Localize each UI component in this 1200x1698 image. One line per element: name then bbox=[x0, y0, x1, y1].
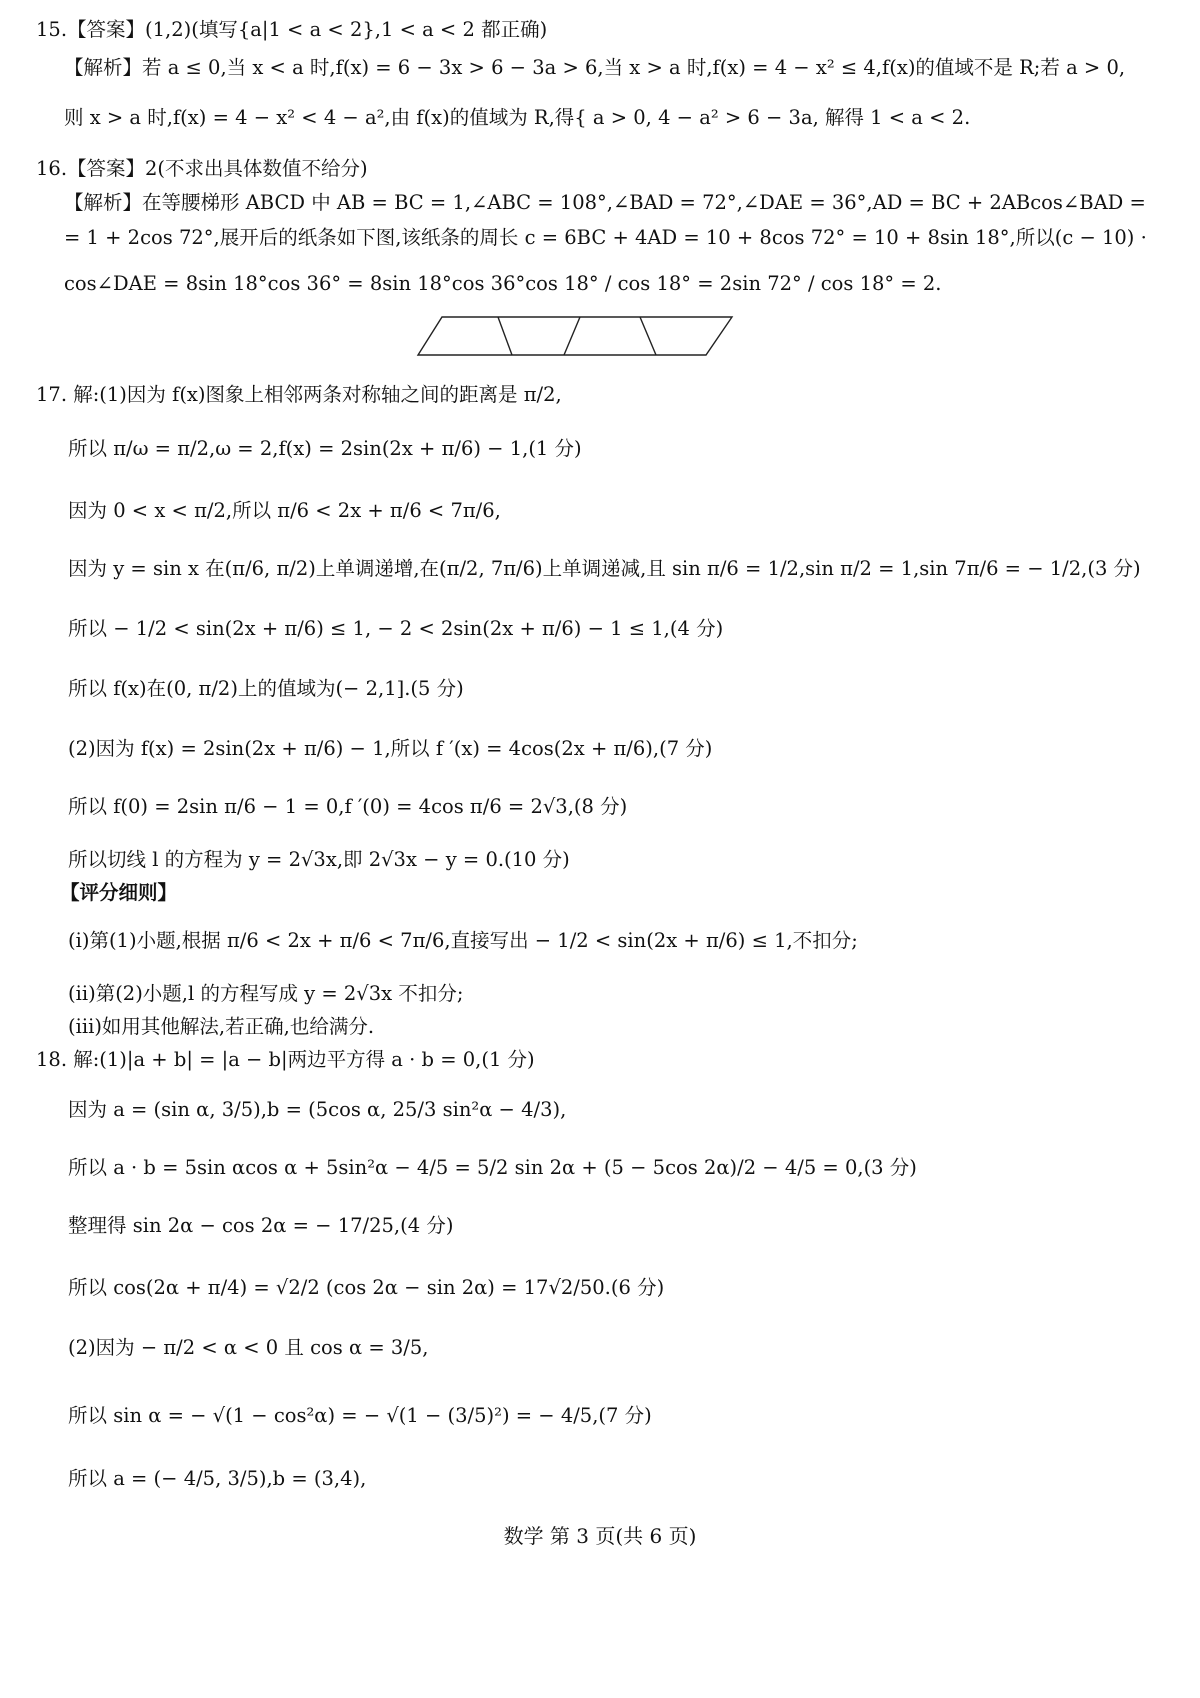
strip-outline bbox=[418, 317, 732, 355]
q16-answer: 16.【答案】2(不求出具体数值不给分) bbox=[36, 157, 368, 180]
q16-analysis-line-3: cos∠DAE = 8sin 18°cos 36° = 8sin 18°cos 36°cos 18° / cos 18° = 2sin 72° / cos 18° = 2. bbox=[64, 272, 942, 295]
q15-analysis-line-2: 则 x > a 时,f(x) = 4 − x² < 4 − a²,由 f(x)的值域为 R,得{ a > 0, 4 − a² > 6 − 3a, 解得 1 < a < 2. bbox=[64, 106, 971, 129]
strip-fold-line bbox=[640, 317, 656, 355]
q17-line-4: 因为 y = sin x 在(π/6, π/2)上单调递增,在(π/2, 7π/6)上单调递减,且 sin π/6 = 1/2,sin π/2 = 1,sin 7π/6 = − 1/2,(3 分) bbox=[68, 557, 1141, 580]
q16-analysis-line-1: 【解析】在等腰梯形 ABCD 中 AB = BC = 1,∠ABC = 108°,∠BAD = 72°,∠DAE = 36°,AD = BC + 2ABcos∠BAD = bbox=[64, 191, 1146, 214]
q18-line-8: 所以 a = (− 4/5, 3/5),b = (3,4), bbox=[68, 1467, 367, 1490]
q17-line-7: (2)因为 f(x) = 2sin(2x + π/6) − 1,所以 f ′(x) = 4cos(2x + π/6),(7 分) bbox=[68, 737, 713, 760]
q18-line-5: 所以 cos(2α + π/4) = √2/2 (cos 2α − sin 2α) = 17√2/50.(6 分) bbox=[68, 1276, 665, 1299]
q17-line-1: 17. 解:(1)因为 f(x)图象上相邻两条对称轴之间的距离是 π/2, bbox=[36, 383, 562, 406]
q18-line-2: 因为 a = (sin α, 3/5),b = (5cos α, 25/3 sin²α − 4/3), bbox=[68, 1098, 567, 1121]
q18-line-3: 所以 a · b = 5sin αcos α + 5sin²α − 4/5 = 5/2 sin 2α + (5 − 5cos 2α)/2 − 4/5 = 0,(3 分) bbox=[68, 1156, 917, 1179]
q17-line-9: 所以切线 l 的方程为 y = 2√3x,即 2√3x − y = 0.(10 分) bbox=[68, 848, 570, 871]
q17-line-3: 因为 0 < x < π/2,所以 π/6 < 2x + π/6 < 7π/6, bbox=[68, 499, 501, 522]
q18-line-7: 所以 sin α = − √(1 − cos²α) = − √(1 − (3/5)²) = − 4/5,(7 分) bbox=[68, 1404, 652, 1427]
q17-rubric-3: (iii)如用其他解法,若正确,也给满分. bbox=[68, 1015, 375, 1038]
q17-line-8: 所以 f(0) = 2sin π/6 − 1 = 0,f ′(0) = 4cos π/6 = 2√3,(8 分) bbox=[68, 795, 628, 818]
strip-fold-line bbox=[498, 317, 512, 355]
q18-line-1: 18. 解:(1)|a + b| = |a − b|两边平方得 a · b = 0,(1 分) bbox=[36, 1048, 535, 1071]
q15-answer: 15.【答案】(1,2)(填写{a|1 < a < 2},1 < a < 2 都正确) bbox=[36, 18, 548, 41]
q17-rubric-title: 【评分细则】 bbox=[60, 881, 178, 904]
q17-line-2: 所以 π/ω = π/2,ω = 2,f(x) = 2sin(2x + π/6) − 1,(1 分) bbox=[68, 437, 582, 460]
q18-line-6: (2)因为 − π/2 < α < 0 且 cos α = 3/5, bbox=[68, 1336, 429, 1359]
strip-fold-line bbox=[564, 317, 580, 355]
page-footer: 数学 第 3 页(共 6 页) bbox=[503, 1524, 697, 1548]
q16-analysis-line-2: = 1 + 2cos 72°,展开后的纸条如下图,该纸条的周长 c = 6BC + 4AD = 10 + 8cos 72° = 10 + 8sin 18°,所以(c − 10) · bbox=[64, 226, 1147, 249]
q17-line-5: 所以 − 1/2 < sin(2x + π/6) ≤ 1, − 2 < 2sin(2x + π/6) − 1 ≤ 1,(4 分) bbox=[68, 617, 724, 640]
q15-analysis-line-1: 【解析】若 a ≤ 0,当 x < a 时,f(x) = 6 − 3x > 6 − 3a > 6,当 x > a 时,f(x) = 4 − x² ≤ 4,f(x)的值域不是 R;若 a > 0, bbox=[64, 56, 1126, 79]
q17-line-6: 所以 f(x)在(0, π/2)上的值域为(− 2,1].(5 分) bbox=[68, 677, 464, 700]
q18-line-4: 整理得 sin 2α − cos 2α = − 17/25,(4 分) bbox=[68, 1214, 454, 1237]
paper-strip-figure bbox=[416, 315, 736, 357]
q17-rubric-1: (i)第(1)小题,根据 π/6 < 2x + π/6 < 7π/6,直接写出 − 1/2 < sin(2x + π/6) ≤ 1,不扣分; bbox=[68, 929, 858, 952]
q17-rubric-2: (ii)第(2)小题,l 的方程写成 y = 2√3x 不扣分; bbox=[68, 982, 464, 1005]
